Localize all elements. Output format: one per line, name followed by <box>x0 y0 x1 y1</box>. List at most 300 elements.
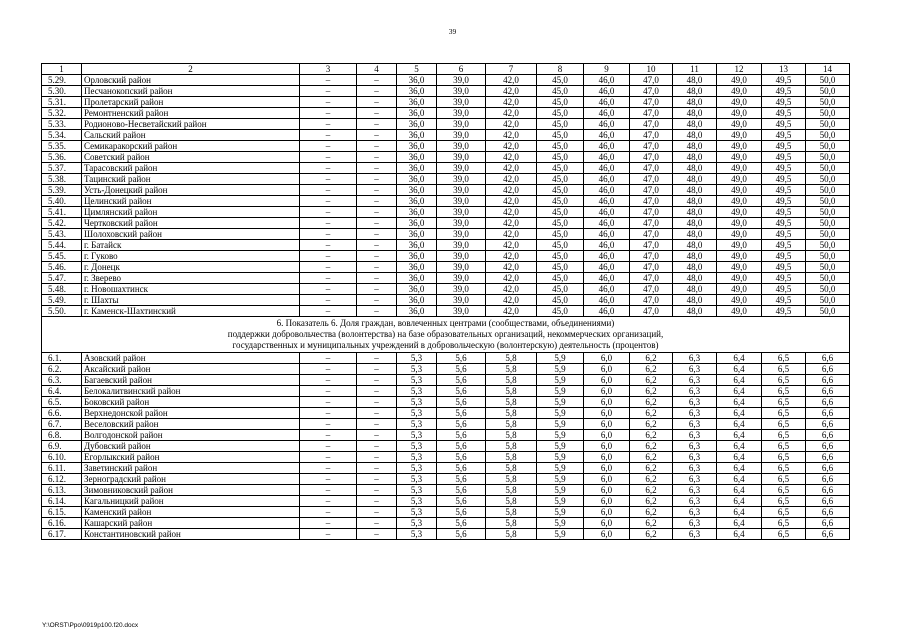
year-value: 42,0 <box>486 152 537 163</box>
year-value: 42,0 <box>486 163 537 174</box>
year-value: 6,3 <box>673 408 717 419</box>
year-value: 46,0 <box>584 240 630 251</box>
year-value: 48,0 <box>673 306 717 317</box>
column-header: 12 <box>717 64 762 75</box>
row-number: 5.50. <box>42 306 82 317</box>
year-value: 5,6 <box>437 408 486 419</box>
year-value: 47,0 <box>630 86 673 97</box>
year-value: 50,0 <box>806 306 850 317</box>
year-value: 48,0 <box>673 284 717 295</box>
table-row <box>42 163 850 174</box>
year-value: 45,0 <box>537 75 584 86</box>
year-value: 6,6 <box>806 375 850 386</box>
year-value: 36,0 <box>397 108 437 119</box>
table-row <box>42 130 850 141</box>
table-row <box>42 507 850 518</box>
year-value: 48,0 <box>673 86 717 97</box>
year-value: 6,6 <box>806 441 850 452</box>
year-value: 49,0 <box>717 273 762 284</box>
year-value: 45,0 <box>537 141 584 152</box>
year-value: 46,0 <box>584 185 630 196</box>
year-value: 49,5 <box>762 273 806 284</box>
year-value: 45,0 <box>537 108 584 119</box>
col-4-value: – <box>357 119 397 130</box>
year-value: 6,3 <box>673 419 717 430</box>
year-value: 48,0 <box>673 218 717 229</box>
year-value: 49,0 <box>717 141 762 152</box>
row-number: 5.38. <box>42 174 82 185</box>
year-value: 6,3 <box>673 386 717 397</box>
year-value: 6,6 <box>806 397 850 408</box>
year-value: 49,5 <box>762 207 806 218</box>
row-number: 5.40. <box>42 196 82 207</box>
year-value: 49,0 <box>717 284 762 295</box>
year-value: 42,0 <box>486 251 537 262</box>
year-value: 49,0 <box>717 163 762 174</box>
year-value: 6,0 <box>584 430 630 441</box>
col-3-value: – <box>300 353 357 364</box>
year-value: 6,4 <box>717 353 762 364</box>
year-value: 6,6 <box>806 474 850 485</box>
year-value: 6,2 <box>630 397 673 408</box>
col-4-value: – <box>357 251 397 262</box>
year-value: 45,0 <box>537 196 584 207</box>
col-4-value: – <box>357 108 397 119</box>
section-6-heading <box>42 317 850 353</box>
year-value: 50,0 <box>806 251 850 262</box>
table-row <box>42 485 850 496</box>
year-value: 36,0 <box>397 306 437 317</box>
year-value: 6,5 <box>762 507 806 518</box>
year-value: 45,0 <box>537 130 584 141</box>
year-value: 5,8 <box>486 529 537 540</box>
year-value: 6,0 <box>584 485 630 496</box>
year-value: 6,4 <box>717 375 762 386</box>
table-row <box>42 75 850 86</box>
year-value: 6,5 <box>762 496 806 507</box>
year-value: 5,8 <box>486 507 537 518</box>
year-value: 39,0 <box>437 262 486 273</box>
row-number: 6.13. <box>42 485 82 496</box>
col-4-value: – <box>357 75 397 86</box>
section-6-body <box>42 353 850 540</box>
year-value: 47,0 <box>630 196 673 207</box>
year-value: 6,0 <box>584 529 630 540</box>
year-value: 5,6 <box>437 496 486 507</box>
year-value: 45,0 <box>537 86 584 97</box>
year-value: 6,2 <box>630 386 673 397</box>
year-value: 47,0 <box>630 240 673 251</box>
year-value: 45,0 <box>537 273 584 284</box>
section-heading-row <box>42 317 850 353</box>
year-value: 6,2 <box>630 430 673 441</box>
col-4-value: – <box>357 408 397 419</box>
year-value: 6,4 <box>717 419 762 430</box>
year-value: 6,2 <box>630 452 673 463</box>
row-number: 5.34. <box>42 130 82 141</box>
year-value: 39,0 <box>437 251 486 262</box>
col-3-value: – <box>300 518 357 529</box>
year-value: 49,0 <box>717 130 762 141</box>
district-name: Песчанокопский район <box>82 86 300 97</box>
year-value: 49,5 <box>762 119 806 130</box>
col-4-value: – <box>357 152 397 163</box>
row-number: 5.45. <box>42 251 82 262</box>
year-value: 5,3 <box>397 474 437 485</box>
year-value: 6,5 <box>762 529 806 540</box>
table-row <box>42 295 850 306</box>
year-value: 5,3 <box>397 419 437 430</box>
year-value: 50,0 <box>806 86 850 97</box>
year-value: 5,6 <box>437 364 486 375</box>
table-row <box>42 306 850 317</box>
year-value: 42,0 <box>486 306 537 317</box>
year-value: 42,0 <box>486 284 537 295</box>
year-value: 48,0 <box>673 295 717 306</box>
year-value: 39,0 <box>437 229 486 240</box>
year-value: 47,0 <box>630 306 673 317</box>
year-value: 42,0 <box>486 97 537 108</box>
year-value: 6,5 <box>762 518 806 529</box>
column-header: 11 <box>673 64 717 75</box>
year-value: 47,0 <box>630 152 673 163</box>
district-name: Заветинский район <box>82 463 300 474</box>
year-value: 6,2 <box>630 364 673 375</box>
year-value: 5,8 <box>486 386 537 397</box>
row-number: 6.6. <box>42 408 82 419</box>
year-value: 6,4 <box>717 397 762 408</box>
year-value: 50,0 <box>806 152 850 163</box>
row-number: 6.1. <box>42 353 82 364</box>
col-4-value: – <box>357 273 397 284</box>
year-value: 42,0 <box>486 75 537 86</box>
year-value: 49,0 <box>717 262 762 273</box>
district-name: Шолоховский район <box>82 229 300 240</box>
year-value: 39,0 <box>437 207 486 218</box>
year-value: 5,9 <box>537 529 584 540</box>
year-value: 6,6 <box>806 463 850 474</box>
year-value: 6,0 <box>584 474 630 485</box>
year-value: 6,4 <box>717 408 762 419</box>
year-value: 5,9 <box>537 463 584 474</box>
table-row <box>42 452 850 463</box>
col-3-value: – <box>300 397 357 408</box>
row-number: 6.8. <box>42 430 82 441</box>
year-value: 42,0 <box>486 108 537 119</box>
year-value: 6,5 <box>762 397 806 408</box>
year-value: 36,0 <box>397 185 437 196</box>
year-value: 50,0 <box>806 185 850 196</box>
year-value: 45,0 <box>537 295 584 306</box>
table-row <box>42 218 850 229</box>
year-value: 36,0 <box>397 196 437 207</box>
year-value: 46,0 <box>584 207 630 218</box>
year-value: 46,0 <box>584 229 630 240</box>
year-value: 6,2 <box>630 375 673 386</box>
year-value: 46,0 <box>584 196 630 207</box>
col-4-value: – <box>357 141 397 152</box>
col-3-value: – <box>300 441 357 452</box>
year-value: 39,0 <box>437 295 486 306</box>
section-heading-line-1: 6. Показатель 6. Доля граждан, вовлеченных центрами (сообществами, объединениями) <box>276 318 615 328</box>
year-value: 6,5 <box>762 452 806 463</box>
year-value: 36,0 <box>397 218 437 229</box>
year-value: 5,9 <box>537 430 584 441</box>
year-value: 49,5 <box>762 306 806 317</box>
year-value: 5,9 <box>537 518 584 529</box>
year-value: 5,3 <box>397 452 437 463</box>
col-3-value: – <box>300 240 357 251</box>
table-row <box>42 284 850 295</box>
year-value: 42,0 <box>486 229 537 240</box>
year-value: 5,3 <box>397 463 437 474</box>
year-value: 46,0 <box>584 86 630 97</box>
year-value: 6,3 <box>673 507 717 518</box>
year-value: 5,8 <box>486 463 537 474</box>
col-4-value: – <box>357 419 397 430</box>
section-heading-line-2: поддержки добровольчества (волонтерства) на базе образовательных организаций, некоммерческих организаций, <box>227 329 664 339</box>
year-value: 48,0 <box>673 119 717 130</box>
col-3-value: – <box>300 507 357 518</box>
year-value: 39,0 <box>437 240 486 251</box>
year-value: 6,2 <box>630 353 673 364</box>
row-number: 5.31. <box>42 97 82 108</box>
table-row <box>42 119 850 130</box>
year-value: 47,0 <box>630 97 673 108</box>
year-value: 49,5 <box>762 251 806 262</box>
year-value: 6,6 <box>806 419 850 430</box>
year-value: 39,0 <box>437 306 486 317</box>
col-3-value: – <box>300 375 357 386</box>
year-value: 6,5 <box>762 463 806 474</box>
year-value: 42,0 <box>486 130 537 141</box>
col-3-value: – <box>300 452 357 463</box>
year-value: 49,0 <box>717 251 762 262</box>
year-value: 6,0 <box>584 507 630 518</box>
year-value: 50,0 <box>806 218 850 229</box>
col-3-value: – <box>300 207 357 218</box>
year-value: 39,0 <box>437 163 486 174</box>
year-value: 36,0 <box>397 207 437 218</box>
year-value: 6,6 <box>806 452 850 463</box>
year-value: 5,9 <box>537 452 584 463</box>
year-value: 48,0 <box>673 240 717 251</box>
col-3-value: – <box>300 196 357 207</box>
district-name: Целинский район <box>82 196 300 207</box>
row-number: 6.9. <box>42 441 82 452</box>
year-value: 6,4 <box>717 364 762 375</box>
year-value: 47,0 <box>630 174 673 185</box>
col-3-value: – <box>300 284 357 295</box>
table-row <box>42 496 850 507</box>
year-value: 6,3 <box>673 375 717 386</box>
table-row <box>42 474 850 485</box>
year-value: 6,0 <box>584 386 630 397</box>
year-value: 5,3 <box>397 507 437 518</box>
col-3-value: – <box>300 141 357 152</box>
district-name: Пролетарский район <box>82 97 300 108</box>
col-4-value: – <box>357 364 397 375</box>
year-value: 48,0 <box>673 262 717 273</box>
year-value: 5,6 <box>437 529 486 540</box>
table-row <box>42 397 850 408</box>
year-value: 5,6 <box>437 397 486 408</box>
year-value: 39,0 <box>437 86 486 97</box>
year-value: 49,5 <box>762 185 806 196</box>
year-value: 6,2 <box>630 419 673 430</box>
year-value: 49,5 <box>762 163 806 174</box>
column-header: 3 <box>300 64 357 75</box>
year-value: 39,0 <box>437 185 486 196</box>
col-4-value: – <box>357 397 397 408</box>
year-value: 5,9 <box>537 408 584 419</box>
year-value: 6,4 <box>717 485 762 496</box>
year-value: 6,5 <box>762 485 806 496</box>
year-value: 50,0 <box>806 196 850 207</box>
year-value: 5,8 <box>486 419 537 430</box>
col-3-value: – <box>300 273 357 284</box>
year-value: 6,0 <box>584 419 630 430</box>
district-name: г. Донецк <box>82 262 300 273</box>
year-value: 50,0 <box>806 75 850 86</box>
column-header: 7 <box>486 64 537 75</box>
district-name: Верхнедонской район <box>82 408 300 419</box>
row-number: 6.5. <box>42 397 82 408</box>
row-number: 6.11. <box>42 463 82 474</box>
year-value: 45,0 <box>537 163 584 174</box>
year-value: 6,3 <box>673 496 717 507</box>
table-row <box>42 207 850 218</box>
year-value: 36,0 <box>397 174 437 185</box>
row-number: 5.33. <box>42 119 82 130</box>
year-value: 45,0 <box>537 97 584 108</box>
year-value: 42,0 <box>486 119 537 130</box>
col-3-value: – <box>300 75 357 86</box>
year-value: 49,0 <box>717 97 762 108</box>
year-value: 6,6 <box>806 386 850 397</box>
year-value: 6,2 <box>630 441 673 452</box>
year-value: 5,6 <box>437 430 486 441</box>
table-row <box>42 229 850 240</box>
year-value: 6,3 <box>673 518 717 529</box>
year-value: 49,5 <box>762 196 806 207</box>
district-name: Азовский район <box>82 353 300 364</box>
year-value: 50,0 <box>806 108 850 119</box>
year-value: 6,3 <box>673 441 717 452</box>
year-value: 49,5 <box>762 229 806 240</box>
col-4-value: – <box>357 507 397 518</box>
year-value: 48,0 <box>673 251 717 262</box>
year-value: 47,0 <box>630 218 673 229</box>
district-name: Орловский район <box>82 75 300 86</box>
year-value: 5,6 <box>437 419 486 430</box>
year-value: 5,6 <box>437 386 486 397</box>
year-value: 49,5 <box>762 75 806 86</box>
year-value: 49,5 <box>762 240 806 251</box>
year-value: 39,0 <box>437 130 486 141</box>
year-value: 46,0 <box>584 262 630 273</box>
year-value: 46,0 <box>584 75 630 86</box>
year-value: 5,9 <box>537 441 584 452</box>
col-3-value: – <box>300 463 357 474</box>
year-value: 46,0 <box>584 174 630 185</box>
col-4-value: – <box>357 130 397 141</box>
column-header: 10 <box>630 64 673 75</box>
district-name: Константиновский район <box>82 529 300 540</box>
col-3-value: – <box>300 529 357 540</box>
year-value: 39,0 <box>437 75 486 86</box>
col-4-value: – <box>357 463 397 474</box>
year-value: 46,0 <box>584 97 630 108</box>
col-3-value: – <box>300 229 357 240</box>
year-value: 47,0 <box>630 273 673 284</box>
col-3-value: – <box>300 218 357 229</box>
row-number: 6.15. <box>42 507 82 518</box>
year-value: 39,0 <box>437 152 486 163</box>
year-value: 39,0 <box>437 196 486 207</box>
col-4-value: – <box>357 496 397 507</box>
year-value: 50,0 <box>806 240 850 251</box>
year-value: 6,4 <box>717 386 762 397</box>
district-name: Аксайский район <box>82 364 300 375</box>
col-4-value: – <box>357 430 397 441</box>
year-value: 47,0 <box>630 108 673 119</box>
year-value: 5,9 <box>537 386 584 397</box>
year-value: 5,6 <box>437 518 486 529</box>
year-value: 6,6 <box>806 430 850 441</box>
year-value: 5,8 <box>486 474 537 485</box>
year-value: 6,3 <box>673 430 717 441</box>
year-value: 49,5 <box>762 86 806 97</box>
year-value: 5,8 <box>486 441 537 452</box>
year-value: 36,0 <box>397 141 437 152</box>
year-value: 47,0 <box>630 207 673 218</box>
column-header: 5 <box>397 64 437 75</box>
year-value: 45,0 <box>537 119 584 130</box>
year-value: 36,0 <box>397 119 437 130</box>
year-value: 47,0 <box>630 130 673 141</box>
year-value: 6,0 <box>584 452 630 463</box>
year-value: 5,8 <box>486 397 537 408</box>
year-value: 50,0 <box>806 141 850 152</box>
district-name: г. Гуково <box>82 251 300 262</box>
year-value: 6,4 <box>717 463 762 474</box>
col-3-value: – <box>300 251 357 262</box>
file-path-footer: Y:\ORST\Ppo\0919p100.f20.docx <box>42 622 139 629</box>
year-value: 36,0 <box>397 152 437 163</box>
year-value: 48,0 <box>673 196 717 207</box>
document-sheet <box>41 63 849 540</box>
table-row <box>42 364 850 375</box>
year-value: 45,0 <box>537 229 584 240</box>
year-value: 49,5 <box>762 262 806 273</box>
year-value: 5,8 <box>486 452 537 463</box>
row-number: 5.39. <box>42 185 82 196</box>
year-value: 49,0 <box>717 196 762 207</box>
col-3-value: – <box>300 174 357 185</box>
year-value: 39,0 <box>437 119 486 130</box>
row-number: 5.42. <box>42 218 82 229</box>
year-value: 42,0 <box>486 174 537 185</box>
year-value: 42,0 <box>486 86 537 97</box>
year-value: 6,3 <box>673 452 717 463</box>
year-value: 50,0 <box>806 284 850 295</box>
table-row <box>42 386 850 397</box>
table-row <box>42 518 850 529</box>
district-name: г. Шахты <box>82 295 300 306</box>
district-name: Тарасовский район <box>82 163 300 174</box>
col-3-value: – <box>300 185 357 196</box>
